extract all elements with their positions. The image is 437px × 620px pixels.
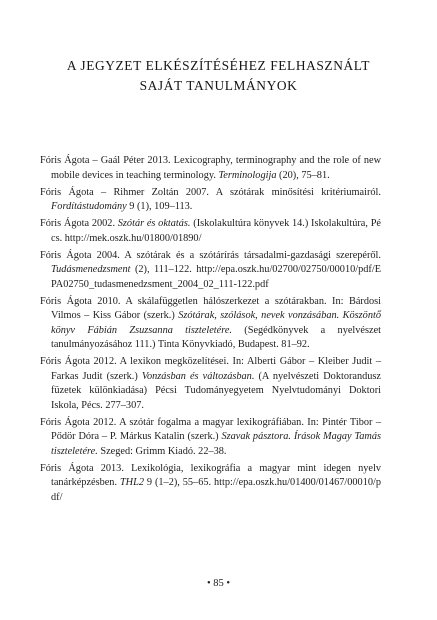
reference-details: 9 (1–2), 55–65. http://epa.oszk.hu/01400/01467/00010/pdf/ [51,477,382,503]
reference-details: (2), 111–122. http://epa.oszk.hu/02700/02750/00010/pdf/EPA02750_tudasmenedzsment_2004_02_111-122.pdf [51,264,381,290]
reference-title: Szótár és oktatás. [117,218,191,229]
title-line-2: SAJÁT TANULMÁNYOK [139,78,298,93]
reference-title: Fordítástudomány [51,201,127,212]
reference-item [40,355,381,413]
reference-item [40,154,381,183]
reference-item [40,462,381,506]
reference-title: THL2 [119,477,144,488]
reference-title: Vonzásban és változásban. [141,370,255,382]
reference-text: Fóris Ágota – Rihmer Zoltán 2007. A szótárak minősítési kritériumairól. [40,186,381,198]
reference-title: Terminologija [218,169,277,181]
reference-title: Tudásmenedzsment [51,264,131,275]
reference-list [40,154,381,508]
reference-text: Fóris Ágota – Gaál Péter 2013. Lexicography, terminography and the role of new mobile devices in teaching terminology. [40,155,381,181]
reference-details: 9 (1), 109–113. [126,201,193,212]
reference-item [40,249,381,293]
reference-details: Szeged: Grimm Kiadó. 22–38. [97,445,227,457]
reference-text: Fóris Ágota 2013. Lexikológia, lexikográfia a magyar mint idegen nyelv tanárképzésben. [40,462,381,488]
reference-details: (A nyelvészeti Doktorandusz füzetek különkiadása) Pécsi Tudományegyetem Nyelvtudományi Doktori Iskola, Pécs. 277–307. [51,370,381,411]
page-number: • 85 • [206,578,231,589]
reference-title: Szótárak, szólások, nevek vonzásában. Köszöntő könyv Fábián Zsuzsanna tiszteletére. [51,310,381,336]
reference-details: (Segédkönyvek a nyelvészet tanulmányozásához 111.) Tinta Könyvkiadó, Budapest. 81–92. [51,324,381,350]
reference-item [40,217,381,246]
title-line-1: A JEGYZET ELKÉSZÍTÉSÉHEZ FELHASZNÁLT [66,58,371,73]
reference-text: Fóris Ágota 2004. A szótárak és a szótárírás társadalmi-gazdasági szerepéről. [40,249,381,261]
reference-item [40,186,381,215]
reference-text: Fóris Ágota 2002. [40,218,118,229]
reference-title: Szavak pásztora. Írások Magay Tamás tiszteletére. [51,431,381,457]
page-title [40,56,397,96]
reference-text: Fóris Ágota 2010. A skálafüggetlen hálószerkezet a szótárakban. In: Bárdosi Vilmos – Kiss Gábor (szerk.) [40,295,381,321]
reference-item [40,295,381,353]
reference-item [40,416,381,460]
reference-text: Fóris Ágota 2012. A lexikon megközelítései. In: Alberti Gábor – Kleiber Judit – Farkas Judit (szerk.) [40,356,381,382]
reference-text: Fóris Ágota 2012. A szótár fogalma a magyar lexikográfiában. In: Pintér Tibor – Pődör Dóra – P. Márkus Katalin (szerk.) [40,416,381,442]
reference-details: (20), 75–81. [276,169,330,181]
reference-details: (Iskolakultúra könyvek 14.) Iskolakultúra, Pécs. http://mek.oszk.hu/01800/01890/ [51,218,382,244]
